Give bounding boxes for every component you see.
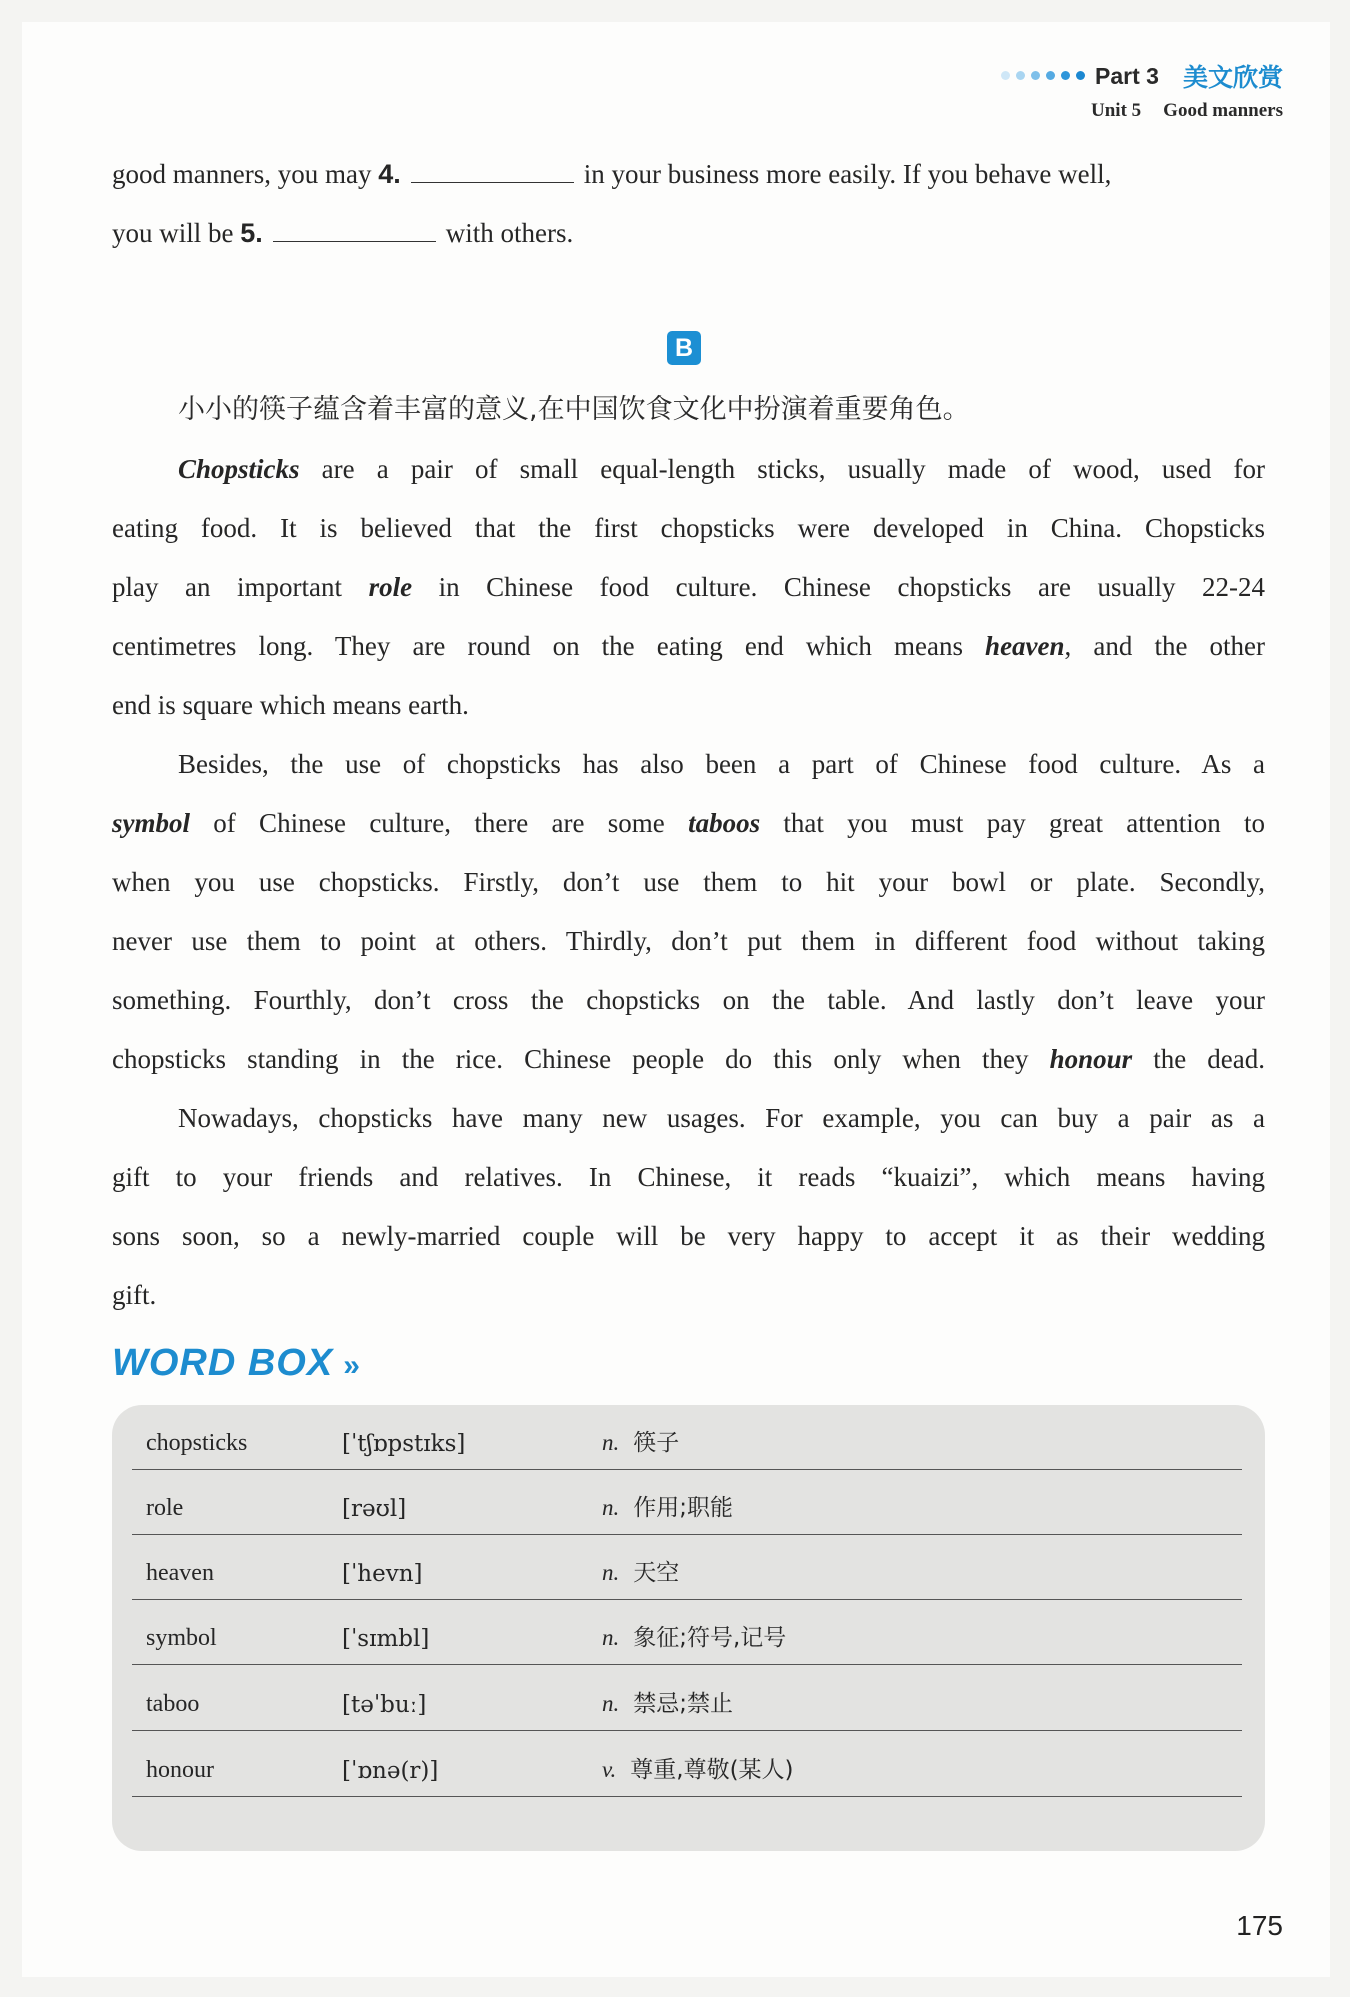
part-of-speech: n. <box>602 1560 620 1585</box>
part-of-speech: n. <box>602 1691 620 1716</box>
word: role <box>146 1495 184 1521</box>
text-run: that you must pay great attention to <box>760 808 1265 838</box>
definition <box>602 1751 794 1784</box>
fill-blank-4[interactable] <box>411 160 574 183</box>
definition <box>602 1424 679 1457</box>
dot-icon <box>1001 71 1010 80</box>
dot-icon <box>1046 71 1055 80</box>
word: honour <box>146 1757 214 1783</box>
double-chevron-icon: » <box>343 1349 361 1382</box>
decorative-dots <box>995 67 1085 85</box>
part-of-speech: v. <box>602 1757 617 1782</box>
keyword: Chopsticks <box>178 454 300 484</box>
blank-number: 5. <box>240 218 263 248</box>
page-number: 175 <box>1236 1910 1283 1941</box>
word-row <box>132 1732 1242 1797</box>
word: heaven <box>146 1560 214 1586</box>
part-label: Part 3 <box>1095 62 1159 89</box>
passage-b <box>112 440 1265 1325</box>
text-run: good manners, you may <box>112 159 372 189</box>
phonetic: [rəʊl] <box>342 1496 407 1522</box>
text-line: sons soon, so a newly-married couple will be very happy to accept it as their wedding <box>112 1221 1265 1251</box>
meaning: 作用;职能 <box>633 1495 733 1521</box>
blank-number: 4. <box>378 159 401 189</box>
text-line: never use them to point at others. Thirdly, don’t put them in different food without taking <box>112 926 1265 956</box>
word: symbol <box>146 1625 217 1651</box>
text-run: the dead. <box>1132 1044 1265 1074</box>
text-line: gift. <box>112 1280 157 1310</box>
dot-icon <box>1016 71 1025 80</box>
text-line <box>112 440 1265 499</box>
word: chopsticks <box>146 1430 248 1456</box>
word-row <box>132 1535 1242 1600</box>
text-run: you will be <box>112 218 234 248</box>
meaning: 禁忌;禁止 <box>633 1691 733 1717</box>
definition <box>602 1619 786 1652</box>
part-of-speech: n. <box>602 1495 620 1520</box>
fill-blank-5[interactable] <box>273 219 436 242</box>
unit-title: Good manners <box>1163 100 1283 121</box>
dot-icon <box>1031 71 1040 80</box>
word-row <box>132 1405 1242 1470</box>
text-line: gift to your friends and relatives. In Chinese, it reads “kuaizi”, which means having <box>112 1162 1265 1192</box>
word-box-table <box>112 1405 1265 1851</box>
meaning: 象征;符号,记号 <box>633 1625 787 1651</box>
word-row <box>132 1666 1242 1731</box>
text-run: play an important <box>112 572 369 602</box>
text-line <box>112 204 1265 263</box>
text-run: are a pair of small equal-length sticks, usually made of wood, used for <box>299 454 1265 484</box>
phonetic: [təˈbuː] <box>342 1692 427 1718</box>
part-of-speech: n. <box>602 1430 620 1455</box>
text-run: of Chinese culture, there are some <box>190 808 689 838</box>
section-b-badge: B <box>667 331 701 365</box>
phonetic: [ˈɒnə(r)] <box>342 1758 439 1784</box>
meaning: 筷子 <box>633 1430 680 1456</box>
word-box-title <box>112 1342 361 1385</box>
running-header <box>995 58 1283 122</box>
keyword: heaven <box>985 631 1065 661</box>
word-row <box>132 1470 1242 1535</box>
passage-a-tail <box>112 145 1265 263</box>
meaning: 天空 <box>633 1560 680 1586</box>
text-line <box>112 558 1265 617</box>
phonetic: [ˈsɪmbl] <box>342 1626 430 1652</box>
part-of-speech: n. <box>602 1625 620 1650</box>
word: taboo <box>146 1691 200 1717</box>
definition <box>602 1554 679 1587</box>
word-box-title-text: WORD BOX <box>112 1342 334 1384</box>
phonetic: [ˈtʃɒpstɪks] <box>342 1431 466 1457</box>
text-line: when you use chopsticks. Firstly, don’t use them to hit your bowl or plate. Secondly, <box>112 867 1265 897</box>
text-run: chopsticks standing in the rice. Chinese people do this only when they <box>112 1044 1050 1074</box>
text-run: with others. <box>445 218 574 248</box>
text-line <box>112 794 1265 853</box>
text-run: , and the other <box>1064 631 1266 661</box>
meaning: 尊重,尊敬(某人) <box>630 1757 794 1783</box>
section-b-intro: 小小的筷子蕴含着丰富的意义,在中国饮食文化中扮演着重要角色。 <box>178 394 970 425</box>
text-run: in Chinese food culture. Chinese chopsticks are usually 22-24 <box>412 572 1265 602</box>
keyword: role <box>368 572 413 602</box>
part-title: 美文欣赏 <box>1182 63 1283 92</box>
text-line: something. Fourthly, don’t cross the chopsticks on the table. And lastly don’t leave your <box>112 985 1265 1015</box>
text-line: Besides, the use of chopsticks has also been a part of Chinese food culture. As a <box>178 749 1265 779</box>
phonetic: [ˈhevn] <box>342 1561 423 1587</box>
keyword: taboos <box>688 808 761 838</box>
text-run: centimetres long. They are round on the eating end which means <box>112 631 986 661</box>
dot-icon <box>1061 71 1070 80</box>
text-line <box>112 1030 1265 1089</box>
text-line: Nowadays, chopsticks have many new usages. For example, you can buy a pair as a <box>178 1103 1265 1133</box>
text-line <box>112 145 1265 204</box>
dot-icon <box>1076 71 1085 80</box>
definition <box>602 1685 733 1718</box>
text-run: in your business more easily. If you behave well, <box>583 159 1112 189</box>
definition <box>602 1489 733 1522</box>
keyword: honour <box>1049 1044 1133 1074</box>
text-line: eating food. It is believed that the first chopsticks were developed in China. Chopsticks <box>112 513 1265 543</box>
keyword: symbol <box>112 808 190 838</box>
unit-label: Unit 5 <box>1091 100 1142 121</box>
text-line <box>112 617 1265 676</box>
word-row <box>132 1600 1242 1665</box>
text-line: end is square which means earth. <box>112 690 469 720</box>
